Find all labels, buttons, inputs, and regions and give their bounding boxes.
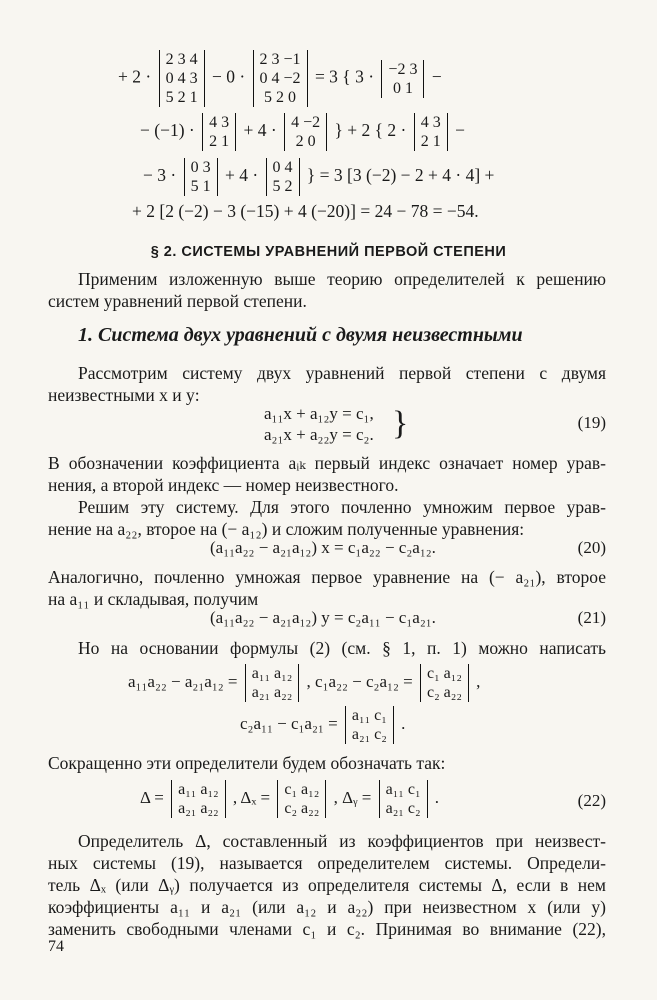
eq19-line-1: a₁₁x + a₁₂y = c₁,: [264, 404, 374, 423]
determinant-3x3: 2 3 4 0 4 3 5 2 1: [159, 50, 205, 107]
p7-line-1: Определитель Δ, составленный из коэффициентов при неизвест-: [78, 831, 606, 851]
p7-line-3: тель Δₓ (или Δᵧ) получается из определителя системы Δ, если в нем: [48, 875, 606, 895]
determinant-2x2: a₁₁ a₁₂ a₂₁ a₂₂: [245, 664, 300, 702]
formula-text: − (−1) ·: [140, 120, 195, 141]
p3-line-1: Решим эту систему. Для этого почленно умножим первое урав-: [78, 497, 606, 517]
formula-text: } + 2 { 2 ·: [334, 120, 407, 141]
eq20-number: (20): [577, 538, 606, 557]
p1-line-2: неизвестными x и y:: [48, 385, 200, 405]
intro-line-1: Применим изложенную выше теорию определителей к решению: [78, 269, 606, 289]
determinant-3x3: 2 3 −1 0 4 −2 5 2 0: [253, 50, 308, 107]
determinant-2x2: 4 −2 2 0: [284, 113, 327, 151]
page-number: 74: [48, 938, 64, 955]
eq22: [140, 780, 439, 818]
formula-text: .: [401, 713, 406, 733]
p7-line-2: ных системы (19), называется определителем системы. Определи-: [48, 853, 606, 873]
formula-text: − 0 ·: [211, 66, 246, 87]
formula-text: − 3 ·: [143, 165, 177, 186]
p1-line-1: Рассмотрим систему двух уравнений первой степени с двумя: [78, 363, 606, 383]
p3-line-2: нение на a₂₂, второе на (− a₁₂) и сложим полученные уравнения:: [48, 519, 525, 539]
top-formula-line-3: [143, 158, 494, 196]
top-formula-line-2: [140, 113, 465, 151]
p7-line-4: коэффициенты a₁₁ и a₂₁ (или a₁₂ и a₂₂) при неизвестном x (или y): [48, 897, 606, 917]
determinant-2x2: 0 4 5 2: [266, 158, 300, 196]
formula-text: = 3 { 3 ·: [314, 66, 375, 87]
p4-line-2: на a₁₁ и складывая, получим: [48, 589, 259, 609]
formula-text: .: [434, 787, 440, 807]
determinant-y: a₁₁ c₁ a₂₁ c₂: [379, 780, 428, 818]
formula-text: + 2 ·: [118, 66, 152, 87]
formula-text: , Δᵧ =: [333, 787, 372, 807]
formula-text: −: [455, 120, 465, 141]
formula-2-line-1: [128, 664, 480, 702]
eq21: (a₁₁a₂₂ − a₂₁a₁₂) y = c₂a₁₁ − c₁a₂₁.: [210, 608, 436, 627]
eq21-number: (21): [577, 608, 606, 627]
p4-line-1: Аналогично, почленно умножая первое уравнение на (− a₂₁), второе: [48, 567, 606, 587]
formula-text: + 4 ·: [224, 165, 259, 186]
eq19-brace: }: [392, 405, 409, 442]
eq20: (a₁₁a₂₂ − a₂₁a₁₂) x = c₁a₂₂ − c₂a₁₂.: [210, 538, 436, 557]
intro-line-2: систем уравнений первой степени.: [48, 291, 307, 311]
determinant-x: c₁ a₁₂ c₂ a₂₂: [277, 780, 326, 818]
determinant-2x2: c₁ a₁₂ c₂ a₂₂: [420, 664, 469, 702]
formula-text: , Δₓ =: [232, 787, 271, 807]
formula-text: a₁₁a₂₂ − a₂₁a₁₂ =: [128, 671, 238, 691]
determinant-2x2: a₁₁ c₁ a₂₁ c₂: [345, 706, 394, 744]
top-formula-line-1: [118, 50, 442, 107]
subsection-title: 1. Система двух уравнений с двумя неизвестными: [78, 324, 523, 346]
formula-text: ,: [476, 671, 481, 691]
determinant-2x2: 4 3 2 1: [202, 113, 236, 151]
determinant-2x2: 0 3 5 1: [184, 158, 218, 196]
formula-text: −: [431, 66, 442, 87]
formula-text: + 4 ·: [243, 120, 277, 141]
top-formula-line-4: + 2 [2 (−2) − 3 (−15) + 4 (−20)] = 24 − 78 = −54.: [132, 201, 479, 221]
eq19-line-2: a₂₁x + a₂₂y = c₂.: [264, 425, 374, 444]
formula-text: c₂a₁₁ − c₁a₂₁ =: [240, 713, 338, 733]
p2-line-1: В обозначении коэффициента aᵢₖ первый индекс означает номер урав-: [48, 453, 606, 473]
formula-2-line-2: [240, 706, 405, 744]
p2-line-2: нения, а второй индекс — номер неизвестного.: [48, 475, 399, 495]
p7-line-5: заменить свободными членами c₁ и c₂. Принимая во внимание (22),: [48, 919, 606, 939]
eq19-number: (19): [577, 413, 606, 432]
determinant-2x2: −2 3 0 1: [381, 60, 424, 98]
section-heading: § 2. СИСТЕМЫ УРАВНЕНИЙ ПЕРВОЙ СТЕПЕНИ: [150, 244, 507, 260]
eq22-number: (22): [577, 791, 606, 810]
formula-text: } = 3 [3 (−2) − 2 + 4 · 4] +: [306, 165, 495, 186]
formula-text: Δ =: [140, 787, 164, 807]
determinant-2x2: 4 3 2 1: [414, 113, 448, 151]
formula-text: , c₁a₂₂ − c₂a₁₂ =: [306, 671, 413, 691]
p6: Сокращенно эти определители будем обозначать так:: [48, 753, 446, 773]
p5: Но на основании формулы (2) (см. § 1, п. 1) можно написать: [78, 638, 606, 658]
determinant-system: a₁₁ a₁₂ a₂₁ a₂₂: [171, 780, 226, 818]
